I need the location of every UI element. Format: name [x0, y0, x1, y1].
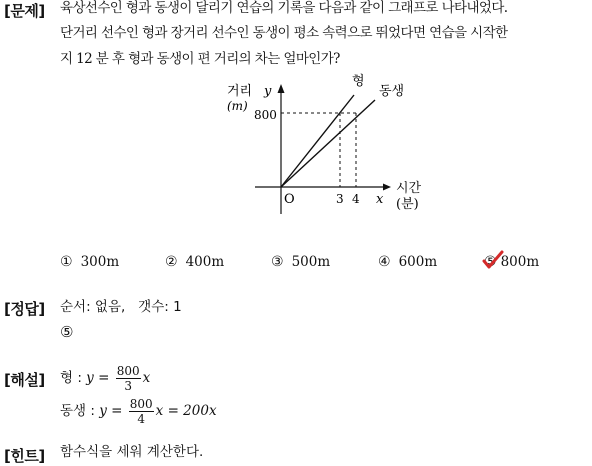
choice-5-text: 800m: [500, 254, 540, 270]
solution-line-1: 형 : y = $\frac{800}{3}$ x: [60, 364, 151, 393]
solution-line-2: 동생 : y = $\frac{800}{4}$ x = 200x: [60, 397, 217, 426]
choice-3-text: 500m: [291, 254, 331, 270]
problem-label: [문제]: [4, 2, 45, 20]
origin-label: O: [284, 192, 295, 207]
choice-4-text: 600m: [398, 254, 438, 270]
solution-label: [해설]: [4, 371, 45, 389]
answer-order-count: 순서: 없음, 갯수: 1: [60, 299, 182, 315]
x-unit: (분): [396, 197, 419, 212]
x-tick-3: 3: [336, 192, 344, 206]
problem-line-2: 단거리 선수인 형과 장거리 선수인 동생이 평소 속력으로 뛰었다면 연습을 시작한: [60, 25, 508, 41]
choice-2-text: 400m: [185, 254, 225, 270]
x-var: x: [376, 192, 384, 207]
y-var: y: [264, 84, 272, 99]
choice-4-number: ④: [378, 254, 391, 270]
x-axis-arrow: [383, 184, 391, 191]
problem-line-1: 육상선수인 형과 동생이 달리기 연습의 기록을 다음과 같이 그래프로 나타내었다.: [60, 0, 508, 16]
y-tick-800: 800: [254, 108, 277, 122]
choice-2[interactable]: [165, 254, 224, 270]
choice-2-number: ②: [165, 254, 178, 270]
answer-label: [정답]: [4, 300, 45, 318]
line-label-dongsaeng: 동생: [379, 84, 405, 99]
choice-5[interactable]: [484, 254, 539, 270]
series-line-hyeong: [281, 95, 354, 187]
fraction-800-4: $\frac{800}{4}$: [129, 397, 153, 426]
answer-value: ⑤: [60, 323, 74, 341]
y-axis-arrow: [278, 84, 285, 93]
choice-1[interactable]: [60, 254, 119, 270]
x-tick-4: 4: [352, 192, 360, 206]
x-axis-label: 시간: [396, 181, 422, 196]
choice-5-number: ⑤: [484, 254, 497, 270]
y-axis-label: 거리: [227, 84, 253, 99]
choice-3[interactable]: [271, 254, 330, 270]
choice-1-number: ①: [60, 254, 73, 270]
problem-line-3: 지 12 분 후 형과 동생이 편 거리의 차는 얼마인가?: [60, 51, 340, 67]
fraction-800-3: $\frac{800}{3}$: [116, 364, 140, 393]
choice-1-text: 300m: [80, 254, 120, 270]
line-label-hyeong: 형: [352, 74, 365, 89]
y-unit: (m): [227, 99, 248, 113]
hint-text: 함수식을 세워 계산한다.: [60, 444, 204, 460]
hint-label: [힌트]: [4, 447, 45, 465]
choice-4[interactable]: [378, 254, 437, 270]
checkmark-icon: [482, 250, 504, 270]
choice-3-number: ③: [271, 254, 284, 270]
